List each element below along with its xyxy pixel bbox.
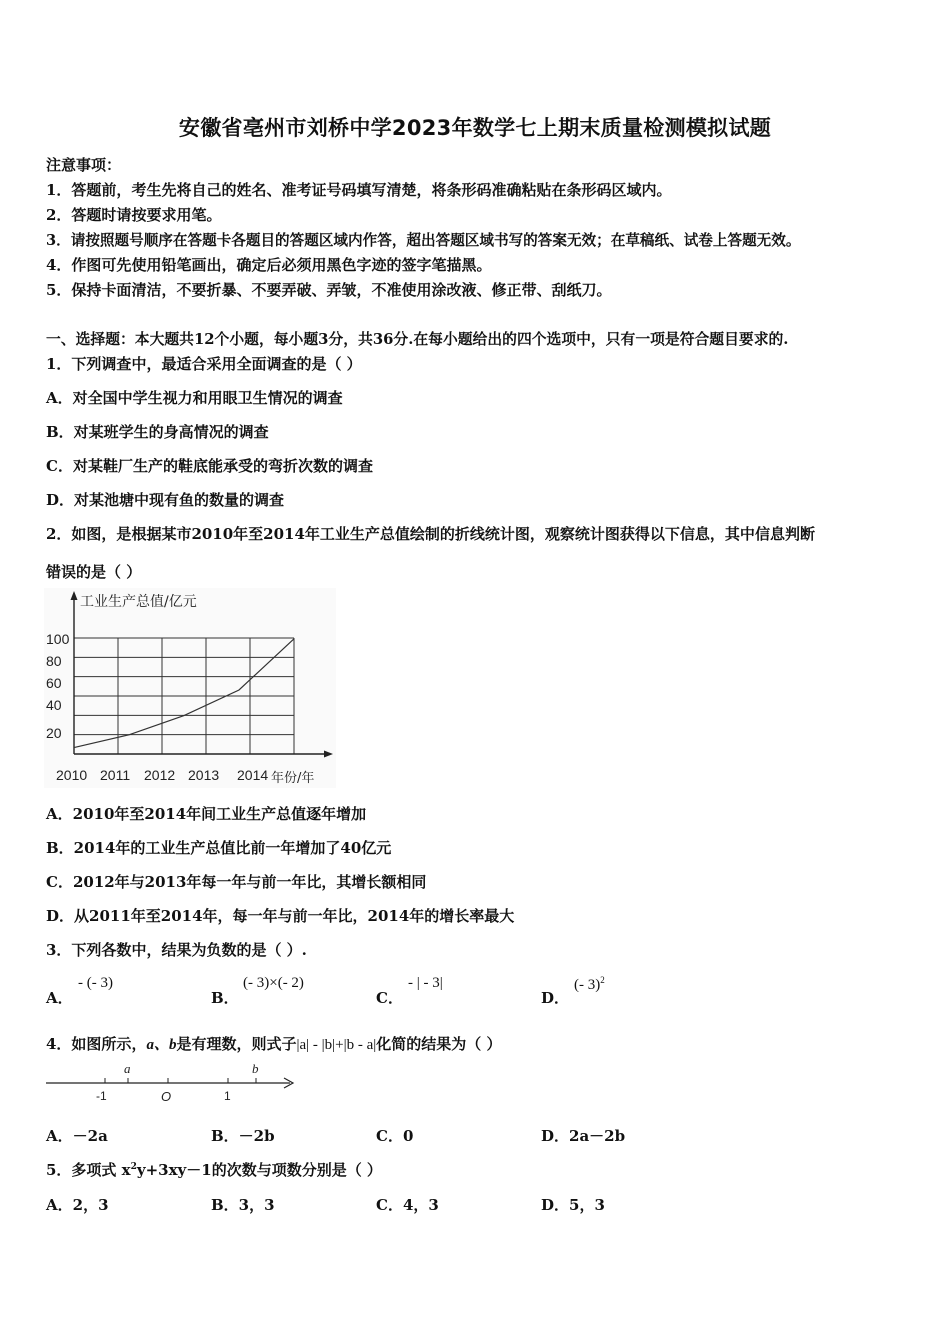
chart-background	[44, 588, 336, 788]
section-intro: 一、选择题：本大题共12个小题，每小题3分，共36分.在每小题给出的四个选项中，只有一项是符合题目要求的.	[46, 331, 789, 348]
y-axis-label: 工业生产总值/亿元	[80, 594, 197, 610]
point-label-a: a	[124, 1061, 131, 1076]
q5-option-b: B．3，3	[211, 1196, 275, 1214]
q4-option-d: D．2a－2b	[541, 1127, 626, 1145]
q4-stem: 4．如图所示，a、b是有理数，则式子|a| - |b|+|b - a|化简的结果为（ ）	[46, 1035, 502, 1053]
q3-option-b-expr: (- 3)×(- 2)	[243, 975, 304, 991]
q2-stem: 2．如图，是根据某市2010年至2014年工业生产总值绘制的折线统计图，观察统计图获得以下信息，其中信息判断	[46, 525, 815, 543]
tick-label-origin: O	[161, 1089, 172, 1104]
point-label-b: b	[252, 1061, 259, 1076]
q1-stem: 1．下列调查中，最适合采用全面调查的是（ ）	[46, 355, 362, 373]
x-tick-label: 2012	[144, 767, 176, 783]
number-line	[44, 1060, 300, 1106]
q3-option-d-expr: (- 3)$^2$	[574, 975, 605, 993]
q5-option-a: A．2，3	[46, 1196, 109, 1214]
x-axis-label: 年份/年	[271, 771, 315, 786]
x-tick-label: 2013	[188, 767, 220, 783]
q2-option-c: C．2012年与2013年每一年与前一年比，其增长额相同	[46, 873, 427, 891]
notice-item: 5．保持卡面清洁，不要折暴、不要弄破、弄皱，不准使用涂改液、修正带、刮纸刀。	[46, 281, 612, 299]
tick-label-1: 1	[224, 1089, 231, 1103]
y-tick-label: 80	[46, 653, 62, 669]
q2-stem-cont: 错误的是（ ）	[46, 563, 142, 581]
q2-option-a: A．2010年至2014年间工业生产总值逐年增加	[46, 805, 367, 823]
y-tick-label: 20	[46, 725, 62, 741]
y-tick-label: 40	[46, 697, 62, 713]
q3-option-b-label: B．	[211, 989, 239, 1007]
q2-option-d: D．从2011年至2014年，每一年与前一年比，2014年的增长率最大	[46, 907, 515, 925]
notice-item: 1．答题前，考生先将自己的姓名、准考证号码填写清楚，将条形码准确粘贴在条形码区域内。	[46, 181, 672, 199]
q3-option-c-expr: - | - 3|	[408, 975, 443, 991]
q5-stem: 5．多项式 $x^2y+3xy-1$的次数与项数分别是（ ）	[46, 1161, 382, 1179]
notice-item: 4．作图可先使用铅笔画出，确定后必须用黑色字迹的签字笔描黑。	[46, 256, 492, 274]
page-title: 安徽省亳州市刘桥中学2023年数学七上期末质量检测模拟试题	[178, 116, 772, 140]
q3-option-a-label: A．	[46, 989, 73, 1007]
x-tick-label: 2011	[100, 767, 131, 783]
q4-option-a: A．－2a	[46, 1127, 108, 1145]
q1-option-a: A．对全国中学生视力和用眼卫生情况的调查	[46, 389, 343, 407]
x-tick-label: 2010	[56, 767, 88, 783]
notice-item: 3．请按照题号顺序在答题卡各题目的答题区域内作答，超出答题区域书写的答案无效；在草稿纸、试卷上答题无效。	[46, 232, 801, 249]
q1-option-c: C．对某鞋厂生产的鞋底能承受的弯折次数的调查	[46, 457, 373, 475]
line-chart	[44, 588, 336, 788]
q2-option-b: B．2014年的工业生产总值比前一年增加了40亿元	[46, 839, 392, 857]
q3-stem: 3．下列各数中，结果为负数的是（ ）.	[46, 941, 307, 959]
q4-option-b: B．－2b	[211, 1127, 275, 1145]
q5-option-d: D．5，3	[541, 1196, 605, 1214]
q3-option-a-expr: - (- 3)	[78, 975, 113, 991]
q3-option-d-label: D．	[541, 989, 570, 1007]
q5-option-c: C．4，3	[376, 1196, 439, 1214]
notice-item: 2．答题时请按要求用笔。	[46, 206, 222, 224]
y-tick-label: 100	[46, 631, 70, 647]
y-tick-label: 60	[46, 675, 62, 691]
x-tick-label: 2014	[237, 767, 269, 783]
q4-option-c: C．0	[376, 1127, 414, 1145]
notice-heading: 注意事项：	[46, 156, 122, 174]
q1-option-d: D．对某池塘中现有鱼的数量的调查	[46, 491, 285, 509]
q3-option-c-label: C．	[376, 989, 403, 1007]
tick-label-neg1: -1	[96, 1089, 107, 1103]
q1-option-b: B．对某班学生的身高情况的调查	[46, 423, 269, 441]
